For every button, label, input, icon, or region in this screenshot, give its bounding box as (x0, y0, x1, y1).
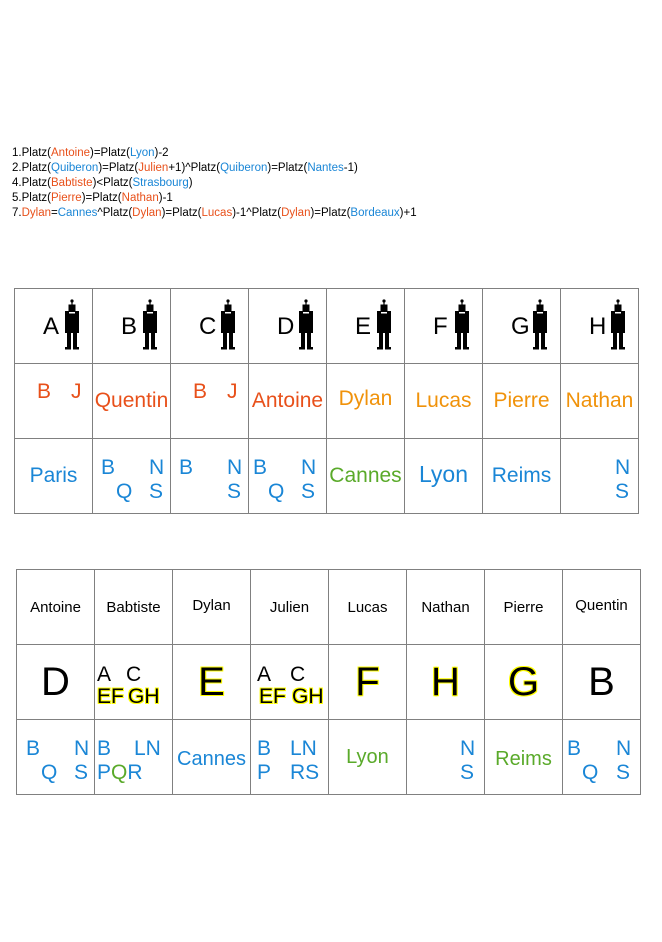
header-cell (329, 570, 407, 645)
city-mark-s: S (615, 480, 630, 503)
city-cell (93, 439, 171, 514)
person-name: Dylan (192, 596, 231, 614)
city-label: Lyon (418, 460, 469, 487)
city-label: Reims (491, 464, 552, 487)
city-cell (485, 720, 563, 795)
letter-row (17, 645, 641, 720)
city-cell (95, 720, 173, 795)
city-mark-q: Q (582, 761, 599, 784)
position-cell-b (93, 289, 171, 364)
city-cell (171, 439, 249, 514)
rule-7: 7.Dylan=Cannes^Platz(Dylan)=Platz(Lucas)-1^Platz(Dylan)=Platz(Bordeaux)+1 (12, 207, 417, 219)
letter-cell (407, 645, 485, 720)
position-letter: F (433, 313, 448, 340)
candidate-j: J (71, 380, 82, 403)
city-mark-b: B (97, 737, 112, 760)
position-letter: H (589, 313, 607, 340)
rule-4: 4.Platz(Babtiste)<Platz(Strasbourg) (12, 177, 193, 189)
assigned-letter: F (355, 659, 380, 704)
city-cell (327, 439, 405, 514)
city-cell (173, 720, 251, 795)
city-mark-pqr: PQR (97, 761, 143, 784)
position-letter: A (43, 313, 60, 340)
city-label: Lyon (346, 745, 389, 768)
city-row (17, 720, 641, 795)
city-mark-n: N (301, 456, 317, 479)
name-cell (405, 364, 483, 439)
city-mark-n: N (227, 456, 243, 479)
city-mark-s: S (616, 761, 631, 784)
name-label: Dylan (338, 387, 393, 410)
person-name: Babtiste (106, 598, 161, 616)
city-mark-n: N (615, 456, 631, 479)
option-gh: GH (292, 685, 324, 708)
rule-1: 1.Platz(Antoine)=Platz(Lyon)-2 (12, 147, 169, 159)
letter-cell (563, 645, 641, 720)
city-cell (329, 720, 407, 795)
header-cell (251, 570, 329, 645)
city-mark-b: B (257, 737, 272, 760)
name-label: Pierre (493, 389, 550, 412)
assigned-letter: E (198, 659, 225, 704)
city-mark-ln: LN (290, 737, 317, 760)
name-label: Quentin (94, 389, 169, 412)
person-grid (16, 569, 641, 795)
rule-5: 5.Platz(Pierre)=Platz(Nathan)-1 (12, 192, 173, 204)
city-mark-n: N (460, 737, 476, 760)
person-icon (219, 299, 239, 351)
person-name: Quentin (575, 596, 628, 614)
name-cell (483, 364, 561, 439)
position-cell-f (405, 289, 483, 364)
position-cell-e (327, 289, 405, 364)
city-label: Cannes (177, 747, 246, 770)
name-cell (249, 364, 327, 439)
position-grid (14, 288, 639, 514)
city-mark-s: S (301, 480, 316, 503)
city-mark-b: B (26, 737, 41, 760)
position-letter: D (277, 313, 295, 340)
candidate-j: J (227, 380, 238, 403)
city-cell (407, 720, 485, 795)
person-name: Lucas (347, 598, 388, 616)
position-row (15, 289, 639, 364)
city-cell (17, 720, 95, 795)
option-c: C (126, 663, 142, 686)
name-label: Antoine (251, 389, 324, 412)
name-cell (561, 364, 639, 439)
position-letter: B (121, 313, 138, 340)
city-row (15, 439, 639, 514)
position-letter: C (199, 313, 217, 340)
header-cell (485, 570, 563, 645)
name-cell (171, 364, 249, 439)
letter-cell (17, 645, 95, 720)
header-row (17, 570, 641, 645)
city-cell (561, 439, 639, 514)
option-a: A (97, 663, 112, 686)
person-name: Nathan (421, 598, 470, 616)
city-cell (251, 720, 329, 795)
option-ef: EF (97, 685, 124, 708)
name-label: Lucas (415, 389, 472, 412)
position-cell-d (249, 289, 327, 364)
city-mark-q: Q (41, 761, 58, 784)
option-ef: EF (259, 685, 286, 708)
position-cell-c (171, 289, 249, 364)
header-cell (17, 570, 95, 645)
candidate-b: B (193, 380, 208, 403)
city-mark-n: N (616, 737, 632, 760)
person-name: Antoine (30, 598, 81, 616)
person-name: Pierre (503, 598, 544, 616)
city-mark-p: P (257, 761, 272, 784)
person-icon (609, 299, 629, 351)
name-cell (15, 364, 93, 439)
letter-cell (251, 645, 329, 720)
letter-cell (173, 645, 251, 720)
person-name: Julien (269, 598, 310, 616)
position-cell-h (561, 289, 639, 364)
city-mark-n: N (149, 456, 165, 479)
city-cell (563, 720, 641, 795)
header-cell (563, 570, 641, 645)
person-icon (63, 299, 83, 351)
option-a: A (257, 663, 272, 686)
name-label: Nathan (565, 389, 634, 412)
city-mark-b: B (179, 456, 194, 479)
header-cell (407, 570, 485, 645)
option-c: C (290, 663, 306, 686)
letter-cell (329, 645, 407, 720)
assigned-letter: B (588, 659, 615, 704)
city-mark-s: S (149, 480, 164, 503)
assigned-letter: H (431, 659, 460, 704)
city-cell (15, 439, 93, 514)
city-mark-b: B (253, 456, 268, 479)
city-mark-s: S (227, 480, 242, 503)
city-label: Cannes (329, 464, 402, 487)
name-row (15, 364, 639, 439)
person-icon (453, 299, 473, 351)
city-cell (405, 439, 483, 514)
city-cell (249, 439, 327, 514)
city-mark-b: B (567, 737, 582, 760)
city-mark-q: Q (116, 480, 133, 503)
name-cell (327, 364, 405, 439)
header-cell (173, 570, 251, 645)
person-icon (141, 299, 161, 351)
city-label: Reims (495, 747, 552, 770)
candidate-b: B (37, 380, 52, 403)
assigned-letter: D (41, 659, 70, 704)
city-mark-n: N (74, 737, 90, 760)
city-cell (483, 439, 561, 514)
city-mark-s: S (74, 761, 89, 784)
city-mark-q: Q (268, 480, 285, 503)
city-mark-rs: RS (290, 761, 320, 784)
city-mark-ln: LN (134, 737, 161, 760)
person-icon (531, 299, 551, 351)
rule-2: 2.Platz(Quiberon)=Platz(Julien+1)^Platz(Quiberon)=Platz(Nantes-1) (12, 162, 358, 174)
city-mark-s: S (460, 761, 475, 784)
city-label: Paris (29, 464, 78, 487)
position-cell-a (15, 289, 93, 364)
letter-cell (485, 645, 563, 720)
letter-cell (95, 645, 173, 720)
name-cell (93, 364, 171, 439)
header-cell (95, 570, 173, 645)
person-icon (297, 299, 317, 351)
city-mark-b: B (101, 456, 116, 479)
position-letter: E (355, 313, 372, 340)
assigned-letter: G (507, 659, 540, 704)
position-letter: G (511, 313, 530, 340)
position-cell-g (483, 289, 561, 364)
option-gh: GH (128, 685, 160, 708)
person-icon (375, 299, 395, 351)
